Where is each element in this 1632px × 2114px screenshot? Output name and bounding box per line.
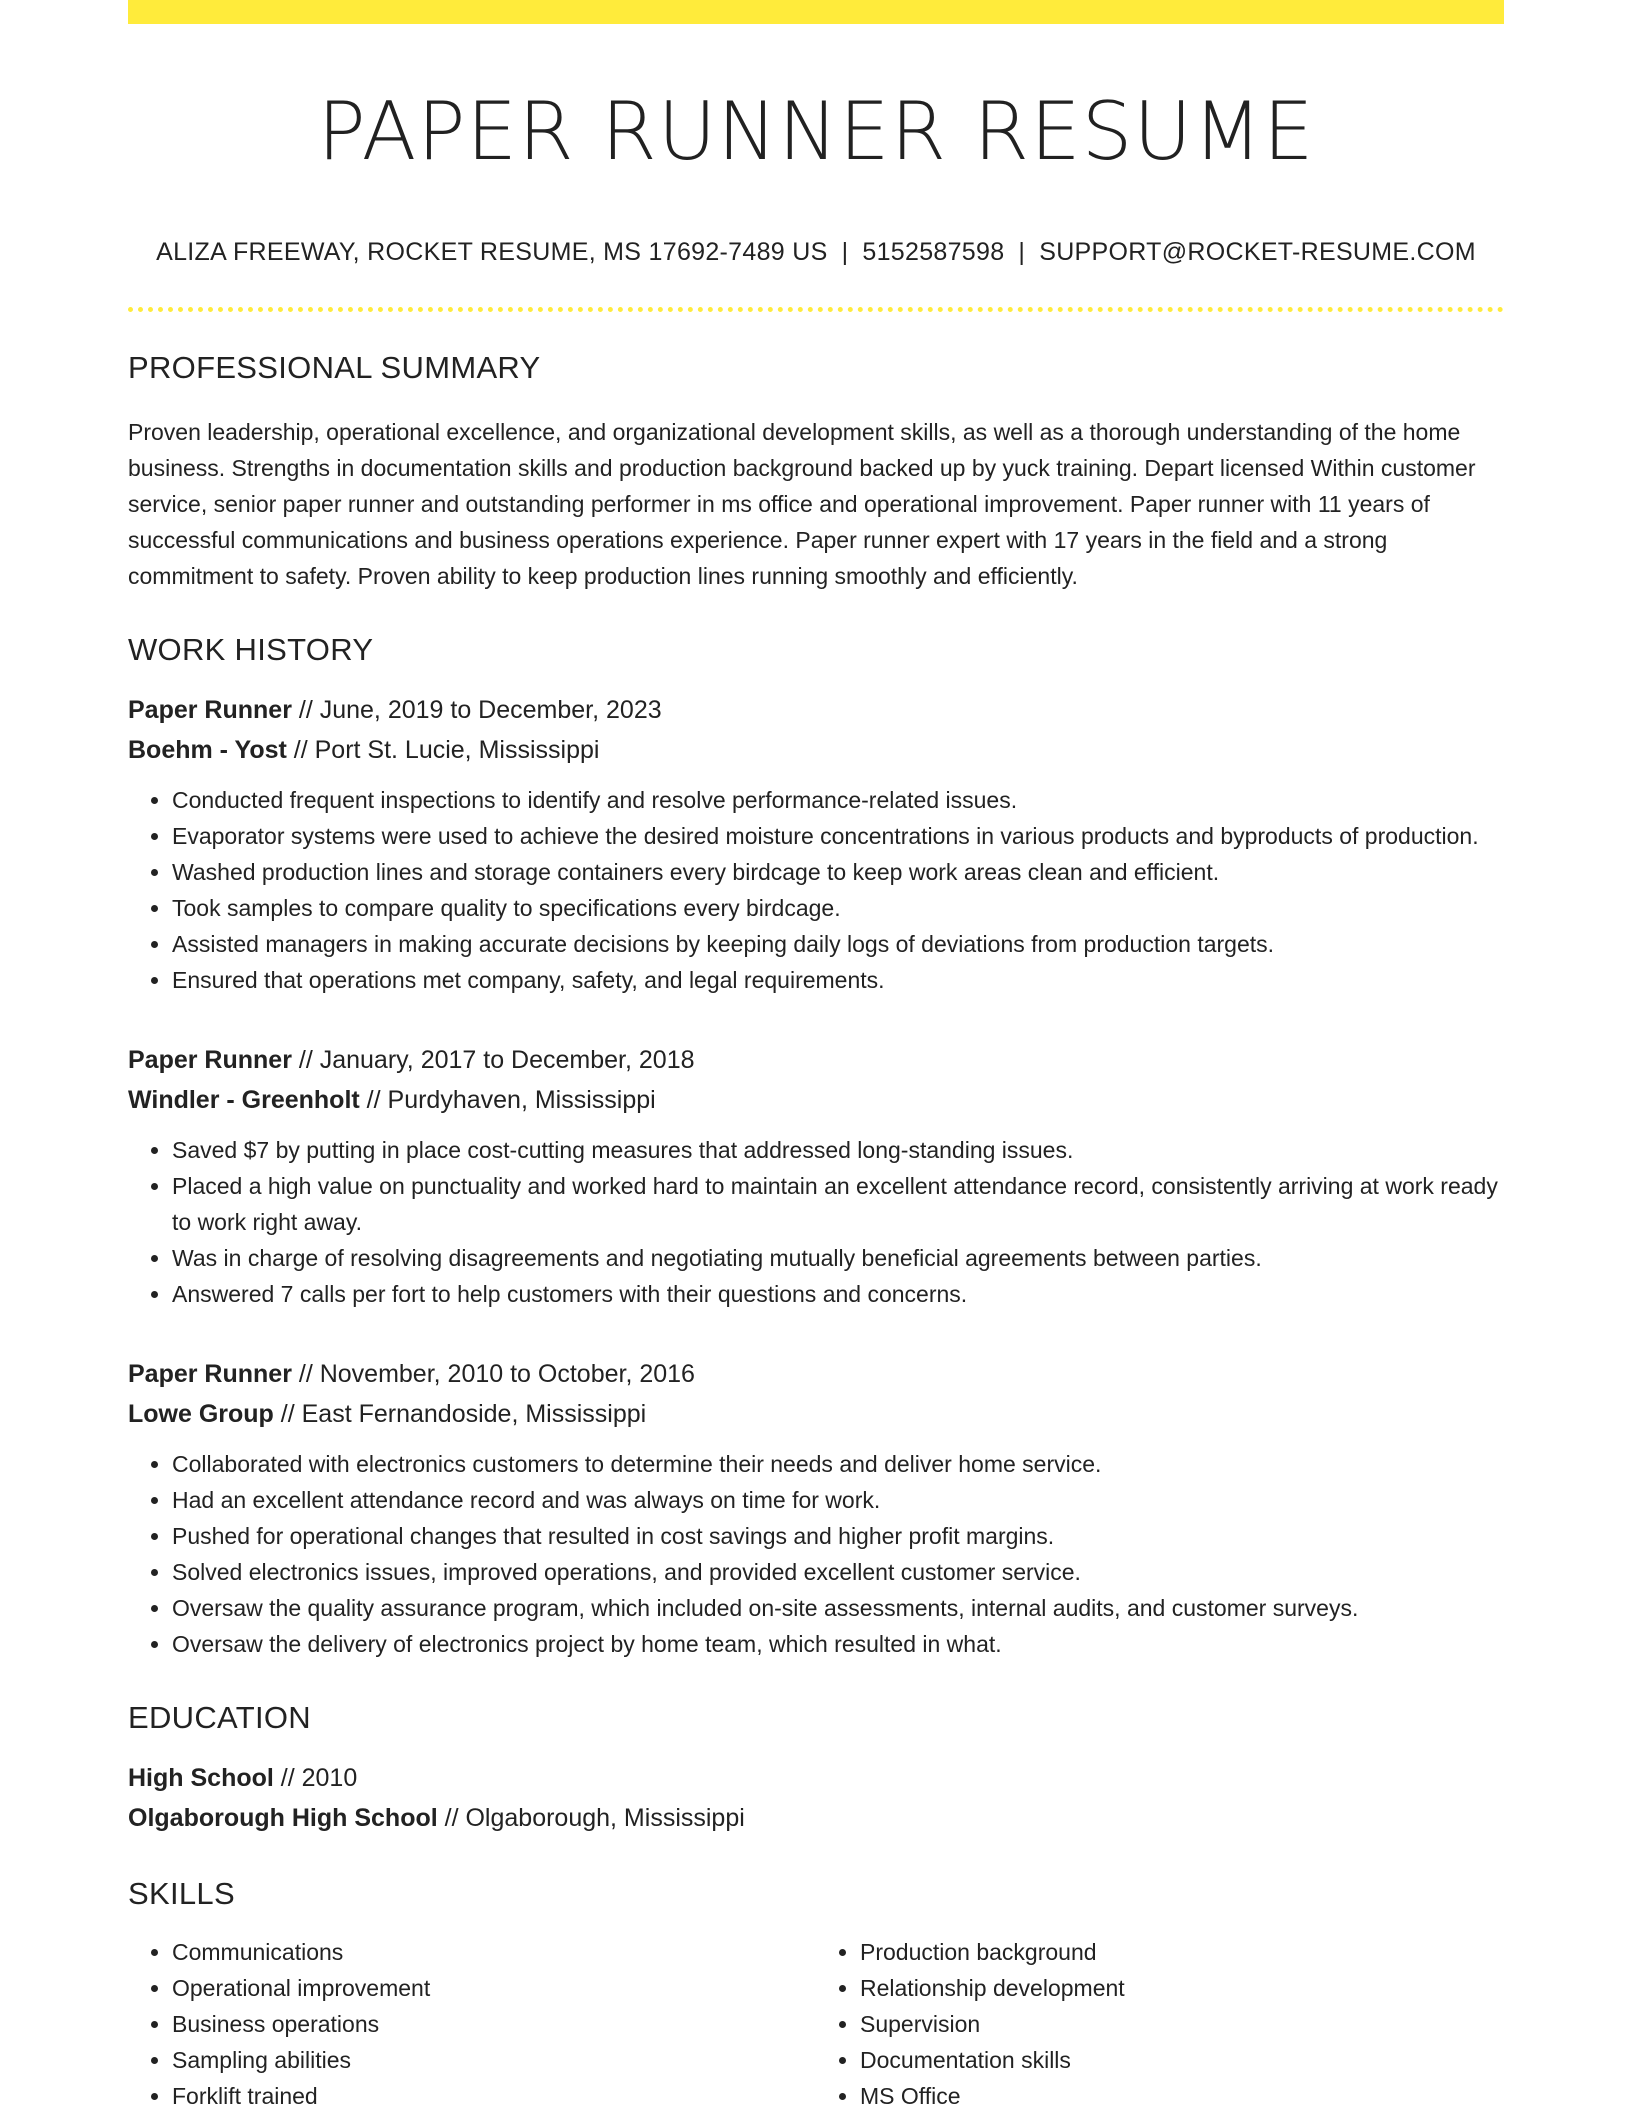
skill-item: • Forklift trained — [172, 2078, 816, 2114]
job-dates: // November, 2010 to October, 2016 — [291, 1360, 695, 1388]
job-role: Paper Runner — [128, 696, 292, 724]
contact-phone: 5152587598 — [862, 238, 1005, 266]
skill-item: • Operational improvement — [172, 1970, 816, 2006]
job-company: Windler - Greenholt — [128, 1086, 360, 1114]
list-item: • Solved electronics issues, improved operations, and provided excellent customer service. — [172, 1554, 1504, 1590]
skill-item: • Business operations — [172, 2006, 816, 2042]
dotted-divider — [128, 307, 1504, 312]
list-item: • Took samples to compare quality to specifications every birdcage. — [172, 890, 1504, 926]
job-entry — [128, 690, 1504, 998]
work-history-heading: WORK HISTORY — [128, 632, 374, 667]
education-location: // Olgaborough, Mississippi — [437, 1804, 745, 1832]
skill-item: • MS Office — [860, 2078, 1504, 2114]
list-item: • Assisted managers in making accurate decisions by keeping daily logs of deviations from production targets. — [172, 926, 1504, 962]
education-entry — [128, 1758, 1504, 1838]
list-item: • Was in charge of resolving disagreements and negotiating mutually beneficial agreements between parties. — [172, 1240, 1504, 1276]
list-item: • Collaborated with electronics customers to determine their needs and deliver home service. — [172, 1446, 1504, 1482]
job-role: Paper Runner — [128, 1046, 292, 1074]
skill-item: • Sampling abilities — [172, 2042, 816, 2078]
skill-item: • Supervision — [860, 2006, 1504, 2042]
contact-line — [128, 238, 1504, 267]
skill-item: • Relationship development — [860, 1970, 1504, 2006]
list-item: • Had an excellent attendance record and was always on time for work. — [172, 1482, 1504, 1518]
list-item: • Washed production lines and storage containers every birdcage to keep work areas clean and efficient. — [172, 854, 1504, 890]
job-company-line — [128, 1394, 1504, 1434]
list-item: • Ensured that operations met company, safety, and legal requirements. — [172, 962, 1504, 998]
education-school: Olgaborough High School — [128, 1804, 438, 1832]
skills-left-list — [128, 1934, 816, 2114]
job-title-line — [128, 1040, 1504, 1080]
list-item: • Answered 7 calls per fort to help customers with their questions and concerns. — [172, 1276, 1504, 1312]
education-year: // 2010 — [273, 1764, 358, 1792]
job-bullets — [128, 1446, 1504, 1662]
education-degree: High School — [128, 1764, 274, 1792]
skills-columns — [128, 1934, 1504, 2114]
list-item: • Conducted frequent inspections to identify and resolve performance-related issues. — [172, 782, 1504, 818]
contact-separator: | — [1018, 238, 1026, 266]
job-company-line — [128, 1080, 1504, 1120]
contact-email: SUPPORT@ROCKET-RESUME.COM — [1039, 238, 1476, 266]
job-dates: // June, 2019 to December, 2023 — [291, 696, 662, 724]
job-entry — [128, 1040, 1504, 1312]
skill-item: • Communications — [172, 1934, 816, 1970]
list-item: • Pushed for operational changes that resulted in cost savings and higher profit margins. — [172, 1518, 1504, 1554]
list-item: • Oversaw the quality assurance program, which included on-site assessments, internal audits, and customer surveys. — [172, 1590, 1504, 1626]
job-dates: // January, 2017 to December, 2018 — [291, 1046, 695, 1074]
job-company: Lowe Group — [128, 1400, 274, 1428]
list-item: • Evaporator systems were used to achieve the desired moisture concentrations in various products and byproducts of production. — [172, 818, 1504, 854]
job-location: // East Fernandoside, Mississippi — [273, 1400, 647, 1428]
resume-title: PAPER RUNNER RESUME — [317, 85, 1315, 178]
job-title-line — [128, 1354, 1504, 1394]
job-location: // Purdyhaven, Mississippi — [359, 1086, 656, 1114]
list-item: • Oversaw the delivery of electronics project by home team, which resulted in what. — [172, 1626, 1504, 1662]
job-location: // Port St. Lucie, Mississippi — [286, 736, 600, 764]
job-title-line — [128, 690, 1504, 730]
skills-right-list — [816, 1934, 1504, 2114]
job-role: Paper Runner — [128, 1360, 292, 1388]
contact-separator: | — [841, 238, 849, 266]
summary-heading: PROFESSIONAL SUMMARY — [128, 350, 541, 385]
education-degree-line — [128, 1758, 1504, 1798]
skill-item: • Production background — [860, 1934, 1504, 1970]
education-heading: EDUCATION — [128, 1700, 311, 1735]
summary-text: Proven leadership, operational excellence, and organizational development skills, as well as a thorough understanding of the home business. Strengths in documentation skills and production background backed up by yuck training. Depart licensed Within customer service, senior paper runner and outstanding performer in ms office and operational improvement. Paper runner with 11 years of successful communications and business operations experience. Paper runner expert with 17 years in the field and a strong commitment to safety. Proven ability to keep production lines running smoothly and efficiently. — [128, 419, 1476, 589]
job-bullets — [128, 1132, 1504, 1312]
skill-item: • Documentation skills — [860, 2042, 1504, 2078]
list-item: • Placed a high value on punctuality and worked hard to maintain an excellent attendance record, consistently arriving at work ready to work right away. — [172, 1168, 1504, 1240]
education-school-line — [128, 1798, 1504, 1838]
accent-top-bar — [128, 0, 1504, 24]
job-bullets — [128, 782, 1504, 998]
contact-address: ALIZA FREEWAY, ROCKET RESUME, MS 17692-7489 US — [156, 238, 828, 266]
job-entry — [128, 1354, 1504, 1662]
resume-page — [128, 0, 1504, 2114]
list-item: • Saved $7 by putting in place cost-cutting measures that addressed long-standing issues. — [172, 1132, 1504, 1168]
job-company: Boehm - Yost — [128, 736, 287, 764]
skills-heading: SKILLS — [128, 1876, 235, 1911]
job-company-line — [128, 730, 1504, 770]
